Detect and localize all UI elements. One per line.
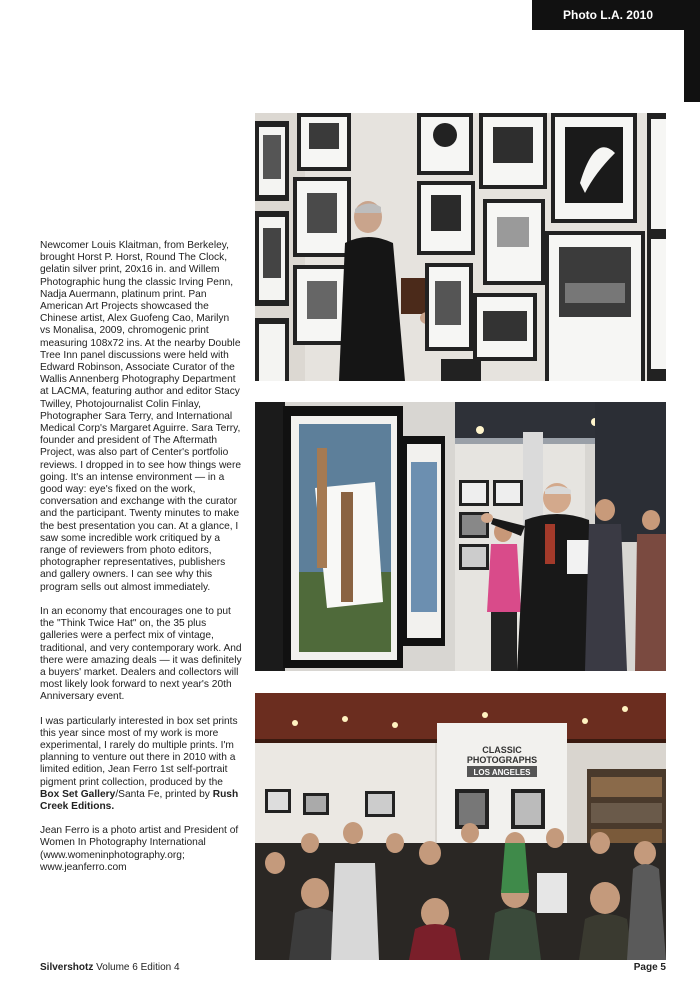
article-paragraph-1: Newcomer Louis Klaitman, from Berkeley, brought Horst P. Horst, Round The Clock, gelatin silver print, 20x16 in. and Willem Photographic hung the classic Irving Penn, Nadja Auermann, platinum print. Pan American Art Projects showcased the Chinese artist, Alex Guofeng Cao, Marilyn vs Monalisa, 2009, chromogenic print measuring 108x72 ins. At the nearby Double Tree Inn panel discussions were held with Edward Robinson, Associate Curator of the Wallis Annenberg Photography Department at LACMA, featuring author and editor Stacy Twilley, Photojournalist Colin Finlay, Photographer Sara Terry, and International Medical Corp's Margaret Aguirre. Sara Terry, founder and president of The Aftermath Project, was also part of Center's portfolio reviews. I dropped in to see how things were going. It's an intense environment — in a good way: eye's fixed on the work, conversation and exchange with the curator and the participant. Twenty minutes to make the best presentation you can. At a glance, I saw some incredible work critiqued by a range of reviewers from photo editors, photographer representatives, publishers and gallery owners. I can see why this program sells out almost immediately.: [40, 240, 242, 593]
issue-info: Volume 6 Edition 4: [96, 962, 180, 973]
article-body: [40, 240, 242, 886]
sign-line-los-angeles: LOS ANGELES: [473, 768, 531, 777]
para3-text-mid: /Santa Fe, printed by: [115, 788, 213, 800]
photo-exhibition-discussion: [255, 402, 666, 671]
article-paragraph-3: [40, 716, 242, 814]
rush-creek-editions-name: Rush Creek Editions.: [40, 788, 239, 812]
section-tab-label: Photo L.A. 2010: [562, 8, 654, 22]
header-side-bar: [684, 0, 700, 102]
photo-gallery-wall: [255, 113, 666, 381]
box-set-gallery-name: Box Set Gallery: [40, 788, 116, 800]
photo-crowded-gallery: [255, 693, 666, 960]
section-tab: [532, 0, 684, 30]
magazine-name: Silvershotz: [40, 962, 94, 973]
article-paragraph-4: Jean Ferro is a photo artist and President of Women In Photography International (www.womeninphotography.org; www.jeanferro.com: [40, 825, 239, 873]
sign-line-classic: CLASSIC: [482, 745, 522, 755]
sign-line-photographs: PHOTOGRAPHS: [466, 755, 538, 765]
page-number: Page 5: [633, 962, 666, 973]
footer-magazine-info: [40, 962, 180, 973]
para3-text-start: I was particularly interested in box set prints this year since most of my work is more experimental, I rarely do multiple prints. I'm planning to venture out there in 2010 with a limited edition, Jean Ferro 1st self-portrait pigment print collection, produced by the: [40, 715, 238, 788]
article-paragraph-2: In an economy that encourages one to put the "Think Twice Hat" on, the 35 plus galleries were a perfect mix of vintage, traditional, and very contemporary work. And there were amazing deals — it was definitely a buyers' market. Dealers and collectors will most likely look forward to next year's 20th Anniversary event.: [40, 605, 242, 703]
